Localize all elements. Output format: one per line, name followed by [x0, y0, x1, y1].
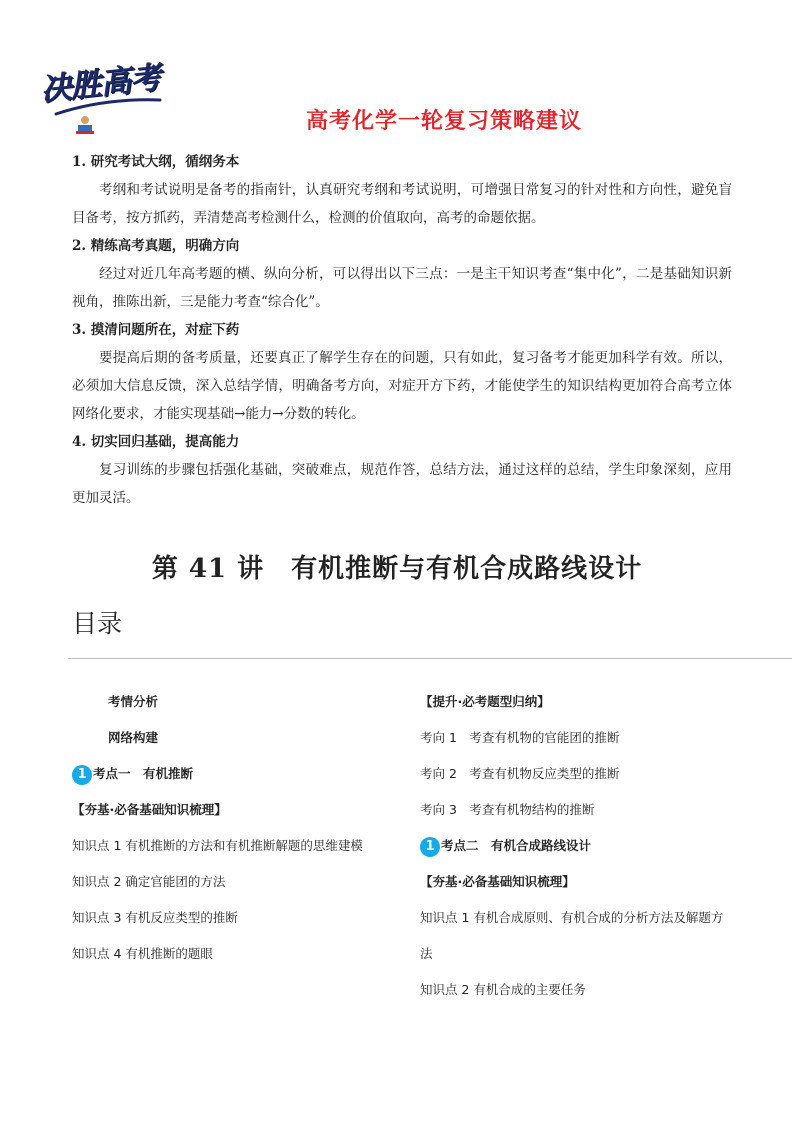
toc-item-direction-2[interactable]: 考向 2 考查有机物反应类型的推断	[420, 766, 620, 781]
toc-item-analysis[interactable]: 考情分析	[108, 694, 159, 709]
toc-item-point-1[interactable]	[72, 756, 392, 792]
section-heading: 3. 摸清问题所在，对症下药	[72, 322, 240, 338]
toc-item-foundation[interactable]: 【夯基·必备基础知识梳理】	[420, 874, 575, 889]
toc-item-synthesis-2[interactable]: 知识点 2 有机合成的主要任务	[420, 982, 586, 997]
toc-item-point-2[interactable]	[420, 828, 740, 864]
section-body: 经过对近几年高考题的横、纵向分析，可以得出以下三点：一是主干知识考查“集中化”，二是基础知识新视角，推陈出新，三是能力考查“综合化”。	[72, 266, 732, 310]
strategy-sections	[72, 148, 732, 512]
toc-left-column	[72, 684, 392, 972]
toc-item-direction-1[interactable]: 考向 1 考查有机物的官能团的推断	[420, 730, 620, 745]
section-heading: 2. 精练高考真题，明确方向	[72, 238, 240, 254]
toc-item-direction-3[interactable]: 考向 3 考查有机物结构的推断	[420, 802, 595, 817]
section-heading: 1. 研究考试大纲，循纲务本	[72, 154, 240, 170]
toc-item-knowledge-3[interactable]: 知识点 3 有机反应类型的推断	[72, 910, 238, 925]
toc-title: 目录	[72, 609, 123, 638]
toc-item-improve[interactable]: 【提升·必考题型归纳】	[420, 694, 550, 709]
toc-item-knowledge-1[interactable]: 知识点 1 有机推断的方法和有机推断解题的思维建模	[72, 838, 363, 853]
section-heading: 4. 切实回归基础，提高能力	[72, 434, 240, 450]
toc-item-network[interactable]: 网络构建	[108, 730, 159, 745]
section-body: 考纲和考试说明是备考的指南针，认真研究考纲和考试说明，可增强日常复习的针对性和方向性，避免盲目备考，按方抓药，弄清楚高考检测什么，检测的价值取向，高考的命题依据。	[72, 182, 732, 226]
toc-item-knowledge-4[interactable]: 知识点 4 有机推断的题眼	[72, 946, 213, 961]
section-body: 复习训练的步骤包括强化基础，突破难点，规范作答，总结方法，通过这样的总结，学生印象深刻，应用更加灵活。	[72, 462, 732, 506]
toc-item-knowledge-2[interactable]: 知识点 2 确定官能团的方法	[72, 874, 226, 889]
toc-item-label: 考点二 有机合成路线设计	[441, 838, 592, 853]
toc-item-foundation[interactable]: 【夯基·必备基础知识梳理】	[72, 802, 227, 817]
section-body: 要提高后期的备考质量，还要真正了解学生存在的问题，只有如此，复习备考才能更加科学有效。所以，必须加大信息反馈，深入总结学情，明确备考方向，对症开方下药，才能使学生的知识结构更加符合高考立体网络化要求，才能实现基础→能力→分数的转化。	[72, 350, 732, 422]
lecture-title: 第 41 讲 有机推断与有机合成路线设计	[151, 554, 643, 584]
number-badge-icon: 1	[72, 765, 92, 785]
logo-text: 决胜高考	[38, 59, 162, 109]
toc-item-label: 考点一 有机推断	[93, 766, 194, 781]
toc-right-column	[420, 684, 740, 1008]
number-badge-icon: 1	[420, 837, 440, 857]
toc-item-synthesis-1[interactable]: 知识点 1 有机合成原则、有机合成的分析方法及解题方法	[420, 910, 724, 961]
toc-divider	[68, 658, 792, 659]
page-title: 高考化学一轮复习策略建议	[305, 109, 582, 134]
